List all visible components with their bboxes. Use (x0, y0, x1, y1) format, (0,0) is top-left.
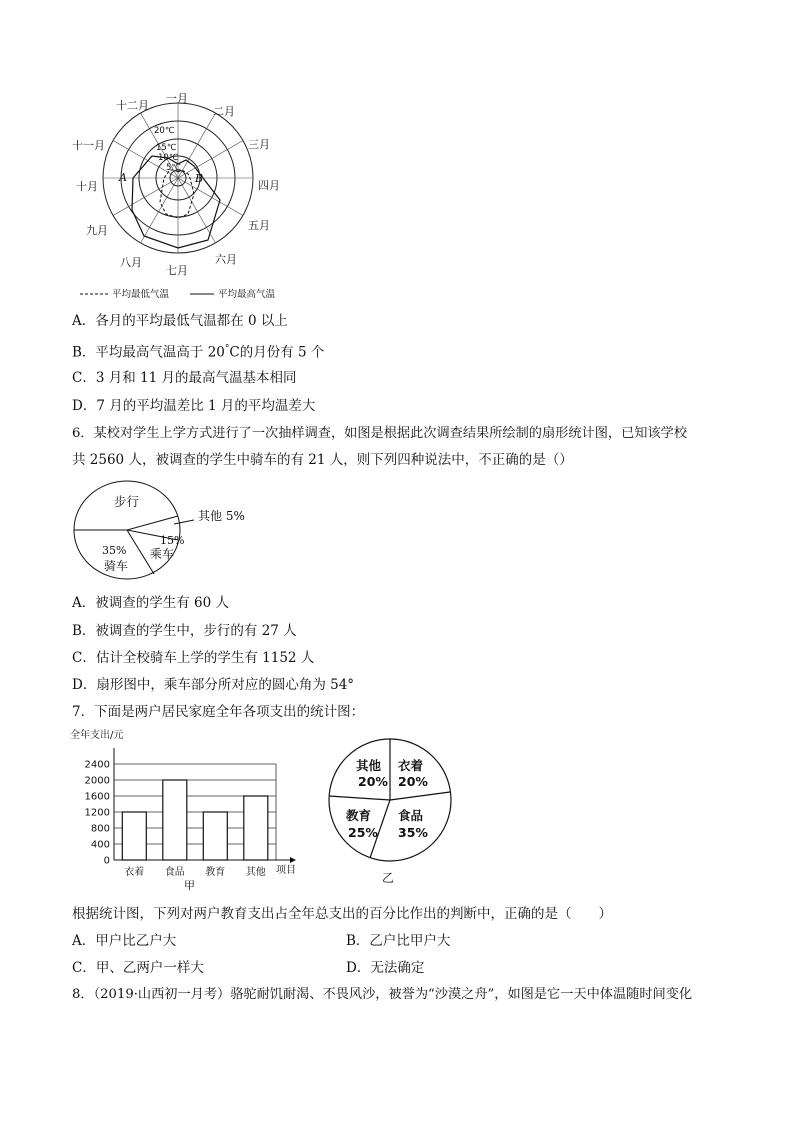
q7-stem: 7．下面是两户居民家庭全年各项支出的统计图： (72, 704, 365, 720)
bar-y-axis-label: 全年支出/元 (70, 730, 124, 741)
bar-chart-caption: 甲 (184, 879, 195, 892)
option-text: 3 月和 11 月的最高气温基本相同 (95, 370, 297, 386)
option-text: 被调查的学生中，步行的有 27 人 (95, 623, 297, 639)
bar-y-tick-label: 2000 (84, 775, 110, 787)
option-letter: A． (72, 313, 96, 329)
month-label-mar: 三月 (248, 138, 270, 151)
pie-other-pct: 20% (358, 774, 388, 789)
bar-category-label: 教育 (205, 867, 226, 878)
point-b-label: B (195, 172, 204, 185)
option-text: 被调查的学生有 60 人 (95, 595, 230, 611)
option-letter: B． (72, 344, 96, 361)
bar-category-label: 衣着 (124, 867, 145, 878)
month-label-feb: 二月 (213, 105, 235, 118)
radar-spoke (178, 178, 243, 216)
month-label-apr: 四月 (258, 179, 280, 192)
ring-label-5: 5℃ (166, 163, 181, 173)
q7-option-d (346, 959, 424, 977)
month-label-jul: 七月 (166, 264, 188, 277)
q6-option-b (72, 622, 297, 640)
bar-0 (122, 812, 146, 860)
radar-spoke (178, 113, 216, 178)
q6-stem-line2: 共 2560 人，被调查的学生中骑车的有 21 人，则下列四种说法中，不正确的是（） (72, 452, 573, 468)
option-letter: A． (72, 933, 96, 949)
bar-y-tick-label: 0 (103, 855, 110, 867)
expense-bar-chart (68, 726, 308, 894)
month-label-jun: 六月 (215, 253, 237, 266)
pie-label-other: 其他 5% (198, 509, 245, 523)
option-letter: B． (72, 623, 96, 639)
month-label-nov: 十一月 (72, 139, 105, 152)
pie-food-pct: 35% (398, 825, 428, 840)
bar-y-tick-label: 400 (90, 839, 110, 851)
radar-spoke (141, 178, 179, 243)
bar-2 (203, 812, 227, 860)
point-a-label: A (119, 171, 127, 184)
q7-option-c (72, 959, 204, 977)
pie-other-name: 其他 (356, 758, 382, 773)
pie-education-pct: 25% (348, 825, 378, 840)
ring-label-10: 10℃ (158, 153, 179, 163)
bar-y-tick-label: 2400 (84, 759, 110, 771)
pie-clothing-pct: 20% (398, 774, 428, 789)
other-leader-line (174, 520, 194, 524)
q6-stem-line1: 6．某校对学生上学方式进行了一次抽样调查，如图是根据此次调查结果所绘制的扇形统计图，已知该学校 (72, 426, 688, 441)
legend-low-label: 平均最低气温 (112, 289, 170, 300)
month-label-sep: 九月 (86, 224, 108, 237)
q6-option-c (72, 649, 314, 667)
bar-category-label: 食品 (164, 867, 185, 878)
radar-spoke (178, 141, 243, 179)
bar-y-tick-label: 1200 (84, 807, 110, 819)
option-text: 各月的平均最低气温都在 0 以上 (95, 313, 288, 329)
option-text: 乙户比甲户大 (369, 933, 451, 949)
q6-option-d (72, 676, 354, 694)
bar-series (122, 780, 267, 860)
option-letter: D． (72, 677, 97, 693)
ring-label-15: 15℃ (156, 143, 177, 153)
bar-x-axis-label: 项目 (276, 865, 296, 876)
bar-x-ticks (124, 865, 265, 878)
option-letter: A． (72, 595, 96, 611)
legend-high-label: 平均最高气温 (218, 289, 276, 300)
option-text-post: C的月份有 5 个 (229, 344, 325, 361)
bar-y-ticks (85, 760, 110, 867)
option-text: 估计全校骑车上学的学生有 1152 人 (95, 650, 315, 666)
temperature-radar-chart (70, 90, 300, 305)
pie-label-bus-pct: 15% (160, 534, 185, 547)
month-label-dec: 十二月 (116, 99, 149, 112)
option-text: 扇形图中，乘车部分所对应的圆心角为 54° (96, 677, 355, 693)
q5-option-a (72, 312, 288, 330)
option-letter: C． (72, 960, 96, 976)
bar-y-tick-label: 800 (90, 823, 110, 835)
radar-legend (80, 288, 276, 300)
q7-question: 根据统计图，下列对两户教育支出占全年总支出的百分比作出的判断中，正确的是（ ） (72, 906, 612, 922)
pie-divider-other (127, 516, 178, 530)
option-letter: C． (72, 650, 96, 666)
ring-labels (154, 126, 181, 173)
bar-1 (163, 780, 187, 860)
degree-sup: ° (224, 344, 230, 354)
option-letter: D． (72, 398, 97, 414)
month-label-aug: 八月 (120, 256, 142, 269)
expense-pie-chart (326, 736, 456, 886)
bar-x-axis-arrow (290, 857, 296, 863)
pie-clothing-name: 衣着 (398, 758, 424, 773)
pie-food-name: 食品 (398, 808, 424, 823)
bar-3 (244, 796, 268, 860)
pie-label-bus: 乘车 (150, 547, 175, 561)
option-text: 7 月的平均温差比 1 月的平均温差大 (96, 398, 316, 414)
option-text: 甲、乙两户一样大 (95, 960, 204, 976)
month-label-jan: 一月 (166, 92, 188, 105)
pie-education-name: 教育 (346, 808, 372, 823)
option-text: 甲户比乙户大 (95, 933, 177, 949)
expense-pie-divider-right (390, 792, 450, 800)
option-letter: C． (72, 370, 96, 386)
q7-option-a (72, 932, 176, 950)
month-label-oct: 十月 (76, 180, 98, 193)
q8-stem: 8．（2019·山西初一月考）骆驼耐饥耐渴、不畏风沙，被誉为“沙漠之舟”，如图是它一天中体温随时间变化 (72, 987, 693, 1002)
option-text: 无法确定 (370, 960, 425, 976)
ring-label-20: 20℃ (154, 126, 175, 136)
month-label-may: 五月 (248, 219, 270, 232)
pie-label-walk: 步行 (114, 494, 140, 509)
q5-option-b (72, 340, 324, 362)
pie-label-bike: 骑车 (104, 559, 129, 573)
commute-pie-chart (70, 478, 260, 588)
option-text: 平均最高气温高于 20 (95, 344, 225, 361)
option-letter: B． (346, 933, 370, 949)
option-letter: D． (346, 960, 371, 976)
bar-category-label: 其他 (245, 867, 266, 878)
q7-option-b (346, 932, 450, 950)
pie-chart-caption: 乙 (382, 871, 395, 885)
q5-option-c (72, 369, 297, 387)
q5-option-d (72, 397, 315, 415)
expense-pie-divider-left (329, 796, 390, 800)
q6-option-a (72, 594, 229, 612)
pie-label-bike-pct: 35% (102, 544, 127, 557)
bar-y-tick-label: 1600 (84, 791, 110, 803)
